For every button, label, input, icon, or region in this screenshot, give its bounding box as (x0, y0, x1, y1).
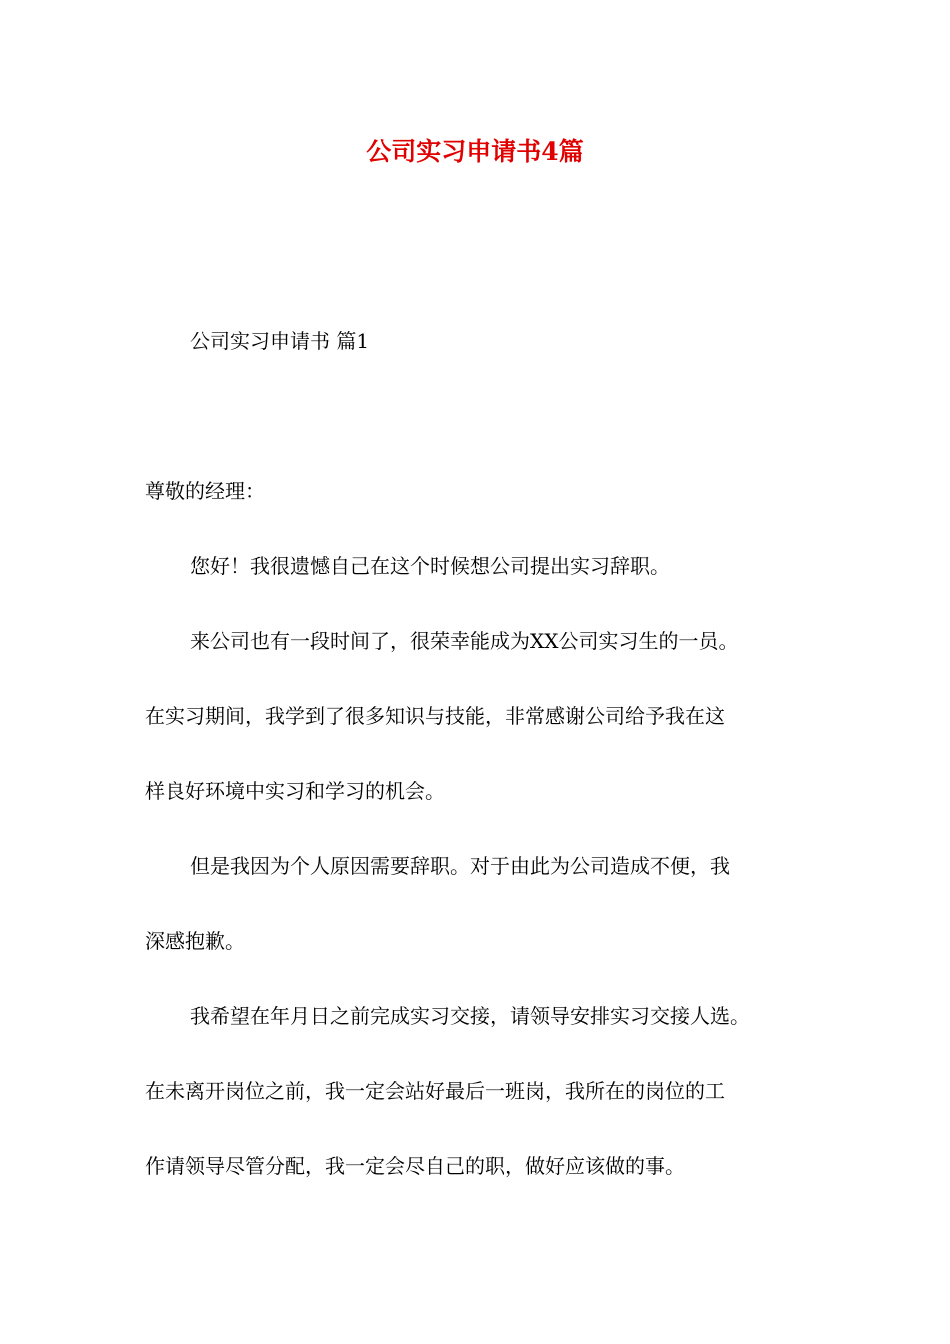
paragraph-line: 您好！我很遗憾自己在这个时候想公司提出实习辞职。 (190, 554, 670, 578)
paragraph-line: 作请领导尽管分配，我一定会尽自己的职，做好应该做的事。 (145, 1154, 685, 1178)
paragraph-line: 我希望在年月日之前完成实习交接，请领导安排实习交接人选。 (190, 1004, 750, 1028)
document-title: 公司实习申请书4篇 (366, 137, 584, 166)
paragraph-line: 深感抱歉。 (145, 929, 245, 953)
paragraph-line: 但是我因为个人原因需要辞职。对于由此为公司造成不便，我 (190, 854, 730, 878)
paragraph-line: 在实习期间，我学到了很多知识与技能，非常感谢公司给予我在这 (145, 704, 725, 728)
paragraph-line: 样良好环境中实习和学习的机会。 (145, 779, 445, 803)
paragraph-line: 在未离开岗位之前，我一定会站好最后一班岗，我所在的岗位的工 (145, 1079, 725, 1103)
paragraph-line: 来公司也有一段时间了，很荣幸能成为XX公司实习生的一员。 (190, 629, 739, 653)
salutation: 尊敬的经理： (145, 479, 265, 503)
section-heading: 公司实习申请书 篇1 (190, 329, 370, 353)
